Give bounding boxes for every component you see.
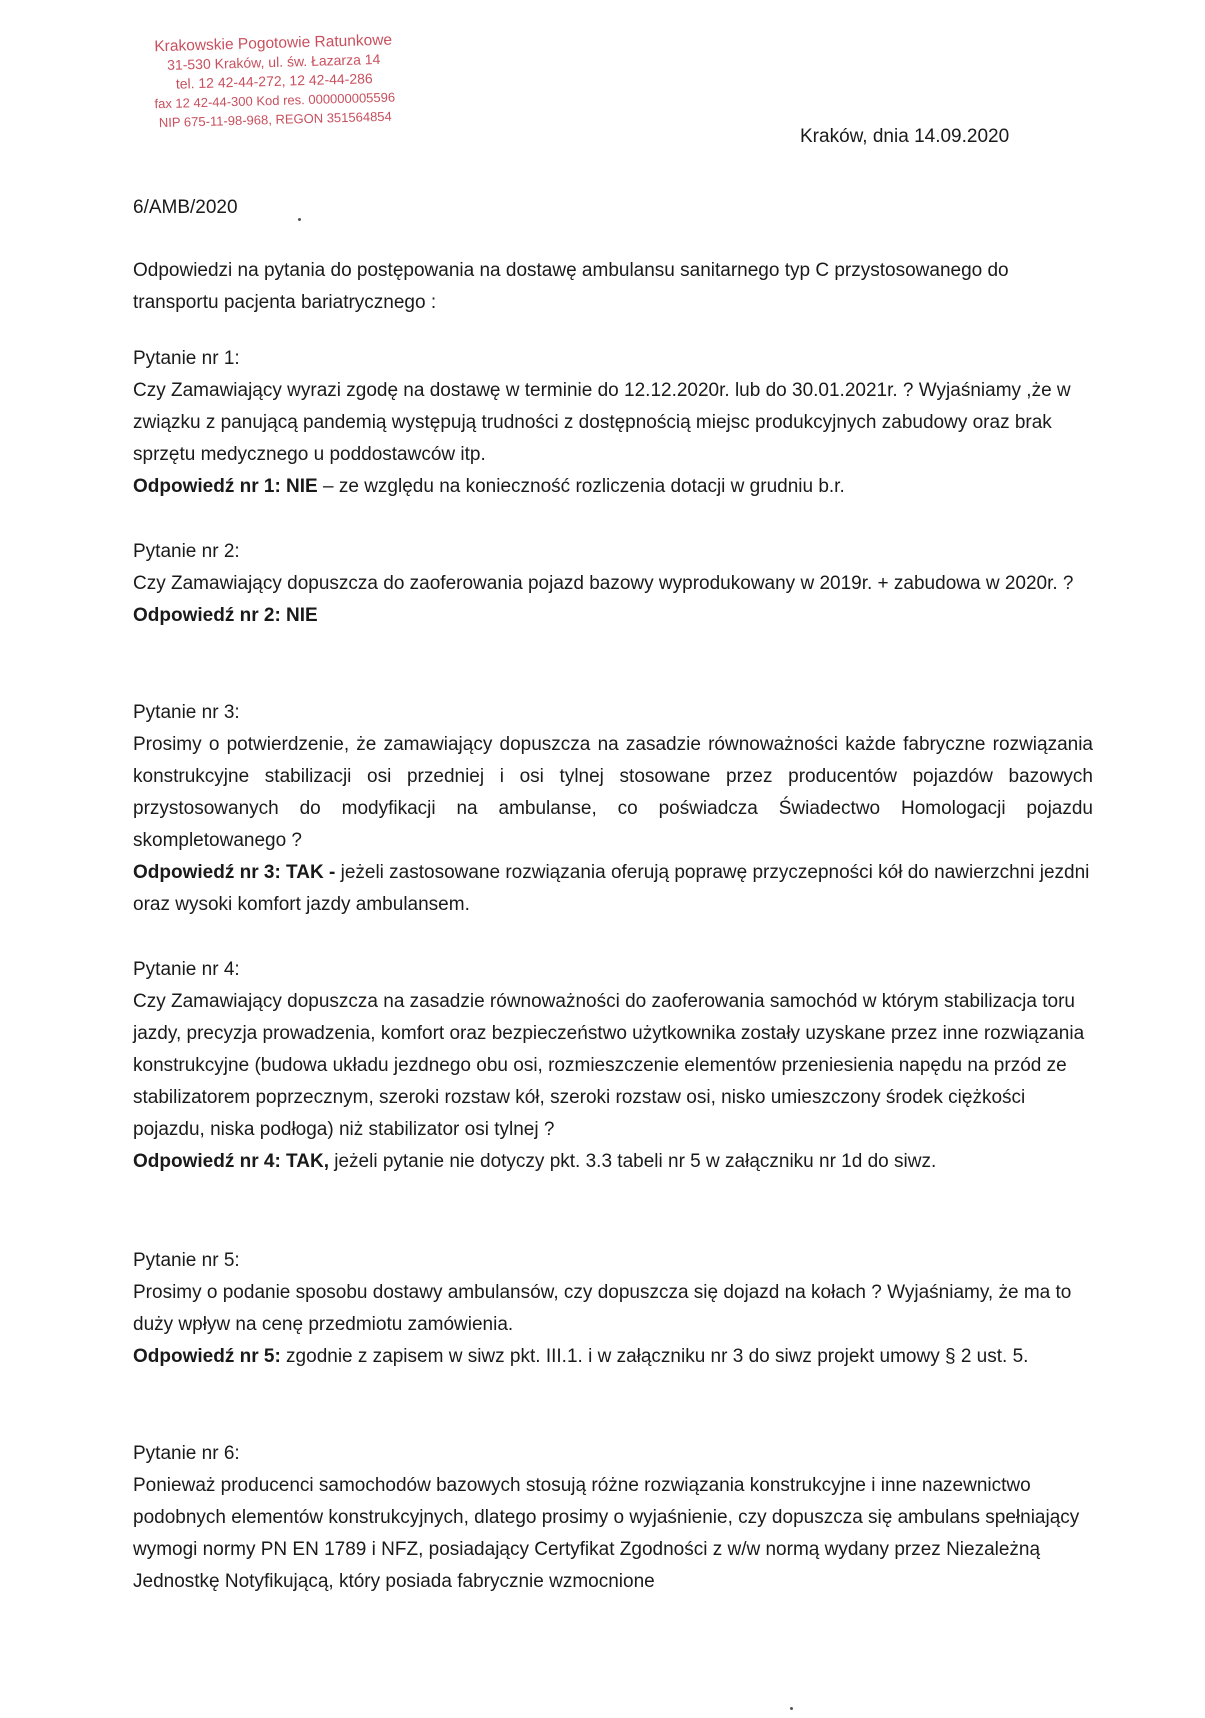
question-title: Pytanie nr 2: [133, 541, 240, 562]
question-title: Pytanie nr 6: [133, 1443, 240, 1464]
reference-number: 6/AMB/2020 [133, 197, 238, 218]
question-title: Pytanie nr 3: [133, 702, 240, 723]
question-block-4 [133, 954, 1093, 1178]
stamp-tax-ids: NIP 675-11-98-968, REGON 351564854 [158, 108, 392, 131]
answer-label: Odpowiedź nr 2: NIE [133, 605, 318, 626]
scan-speck [298, 218, 301, 221]
question-title: Pytanie nr 1: [133, 348, 240, 369]
stamp-phone: tel. 12 42-44-272, 12 42-44-286 [175, 70, 373, 92]
answer [133, 1146, 1093, 1178]
answer [133, 471, 1093, 503]
question-block-2 [133, 536, 1093, 632]
answer [133, 600, 1093, 632]
answer-text: zgodnie z zapisem w siwz pkt. III.1. i w załączniku nr 3 do siwz projekt umowy § 2 ust. 5. [280, 1346, 1029, 1367]
answer-label: Odpowiedź nr 1: NIE [133, 476, 318, 497]
stamp-fax: fax 12 42-44-300 Kod res. 000000005596 [154, 89, 396, 112]
scan-speck [790, 1707, 793, 1710]
answer-label: Odpowiedź nr 3: TAK - [133, 862, 336, 883]
question-block-5 [133, 1245, 1093, 1373]
question-block-1 [133, 343, 1093, 503]
question-block-3 [133, 697, 1093, 921]
answer-text: – ze względu na konieczność rozliczenia dotacji w grudniu b.r. [317, 476, 845, 497]
question-title: Pytanie nr 4: [133, 959, 240, 980]
answer-text: jeżeli zastosowane rozwiązania oferują poprawę przyczepności kół do nawierzchni jezdni oraz wysoki komfort jazdy ambulansem. [133, 862, 1090, 915]
question-title: Pytanie nr 5: [133, 1250, 240, 1271]
answer-label: Odpowiedź nr 4: TAK, [133, 1151, 329, 1172]
answer-label: Odpowiedź nr 5: [133, 1346, 281, 1367]
document-intro: Odpowiedzi na pytania do postępowania na dostawę ambulansu sanitarnego typ C przystosowanego do transportu pacjenta bariatrycznego : [133, 260, 1009, 313]
document-date: Kraków, dnia 14.09.2020 [800, 126, 1010, 147]
answer [133, 857, 1093, 921]
stamp-company-name: Krakowskie Pogotowie Ratunkowe [154, 31, 393, 56]
company-stamp [128, 30, 421, 133]
question-text: Prosimy o podanie sposobu dostawy ambulansów, czy dopuszcza się dojazd na kołach ? Wyjaśniamy, że ma to duży wpływ na cenę przedmiotu zamówienia. [133, 1282, 1072, 1335]
question-text: Czy Zamawiający wyrazi zgodę na dostawę w terminie do 12.12.2020r. lub do 30.01.2021r. ? Wyjaśniamy ,że w związku z panującą pandemią występują trudności z dostępnością miejsc produkcyjnych zabudowy oraz brak sprzętu medycznego u poddostawców itp. [133, 380, 1071, 465]
question-text: Czy Zamawiający dopuszcza do zaoferowania pojazd bazowy wyprodukowany w 2019r. + zabudowa w 2020r. ? [133, 573, 1074, 594]
answer-text: jeżeli pytanie nie dotyczy pkt. 3.3 tabeli nr 5 w załączniku nr 1d do siwz. [328, 1151, 937, 1172]
question-text: Czy Zamawiający dopuszcza na zasadzie równoważności do zaoferowania samochód w którym stabilizacja toru jazdy, precyzja prowadzenia, komfort oraz bezpieczeństwo użytkownika zostały uzyskane przez inne rozwiązania konstrukcyjne (budowa układu jezdnego obu osi, rozmieszczenie elementów przeniesienia napędu na przód ze stabilizatorem poprzecznym, szeroki rozstaw kół, szeroki rozstaw osi, nisko umieszczony środek ciężkości pojazdu, niska podłoga) niż stabilizator osi tylnej ? [133, 991, 1085, 1140]
question-block-6 [133, 1438, 1093, 1598]
question-text: Prosimy o potwierdzenie, że zamawiający dopuszcza na zasadzie równoważności każde fabryczne rozwiązania konstrukcyjne stabilizacji osi przedniej i osi tylnej stosowane przez producentów pojazdów bazowych przystosowanych do modyfikacji na ambulanse, co poświadcza Świadectwo Homologacji pojazdu skompletowanego ? [133, 734, 1093, 851]
answer [133, 1341, 1093, 1373]
question-text: Ponieważ producenci samochodów bazowych stosują różne rozwiązania konstrukcyjne i inne nazewnictwo podobnych elementów konstrukcyjnych, dlatego prosimy o wyjaśnienie, czy dopuszcza się ambulans spełniający wymogi normy PN EN 1789 i NFZ, posiadający Certyfikat Zgodności z w/w normą wydany przez Niezależną Jednostkę Notyfikującą, który posiada fabrycznie wzmocnione [133, 1475, 1080, 1592]
stamp-address: 31-530 Kraków, ul. św. Łazarza 14 [166, 50, 381, 73]
